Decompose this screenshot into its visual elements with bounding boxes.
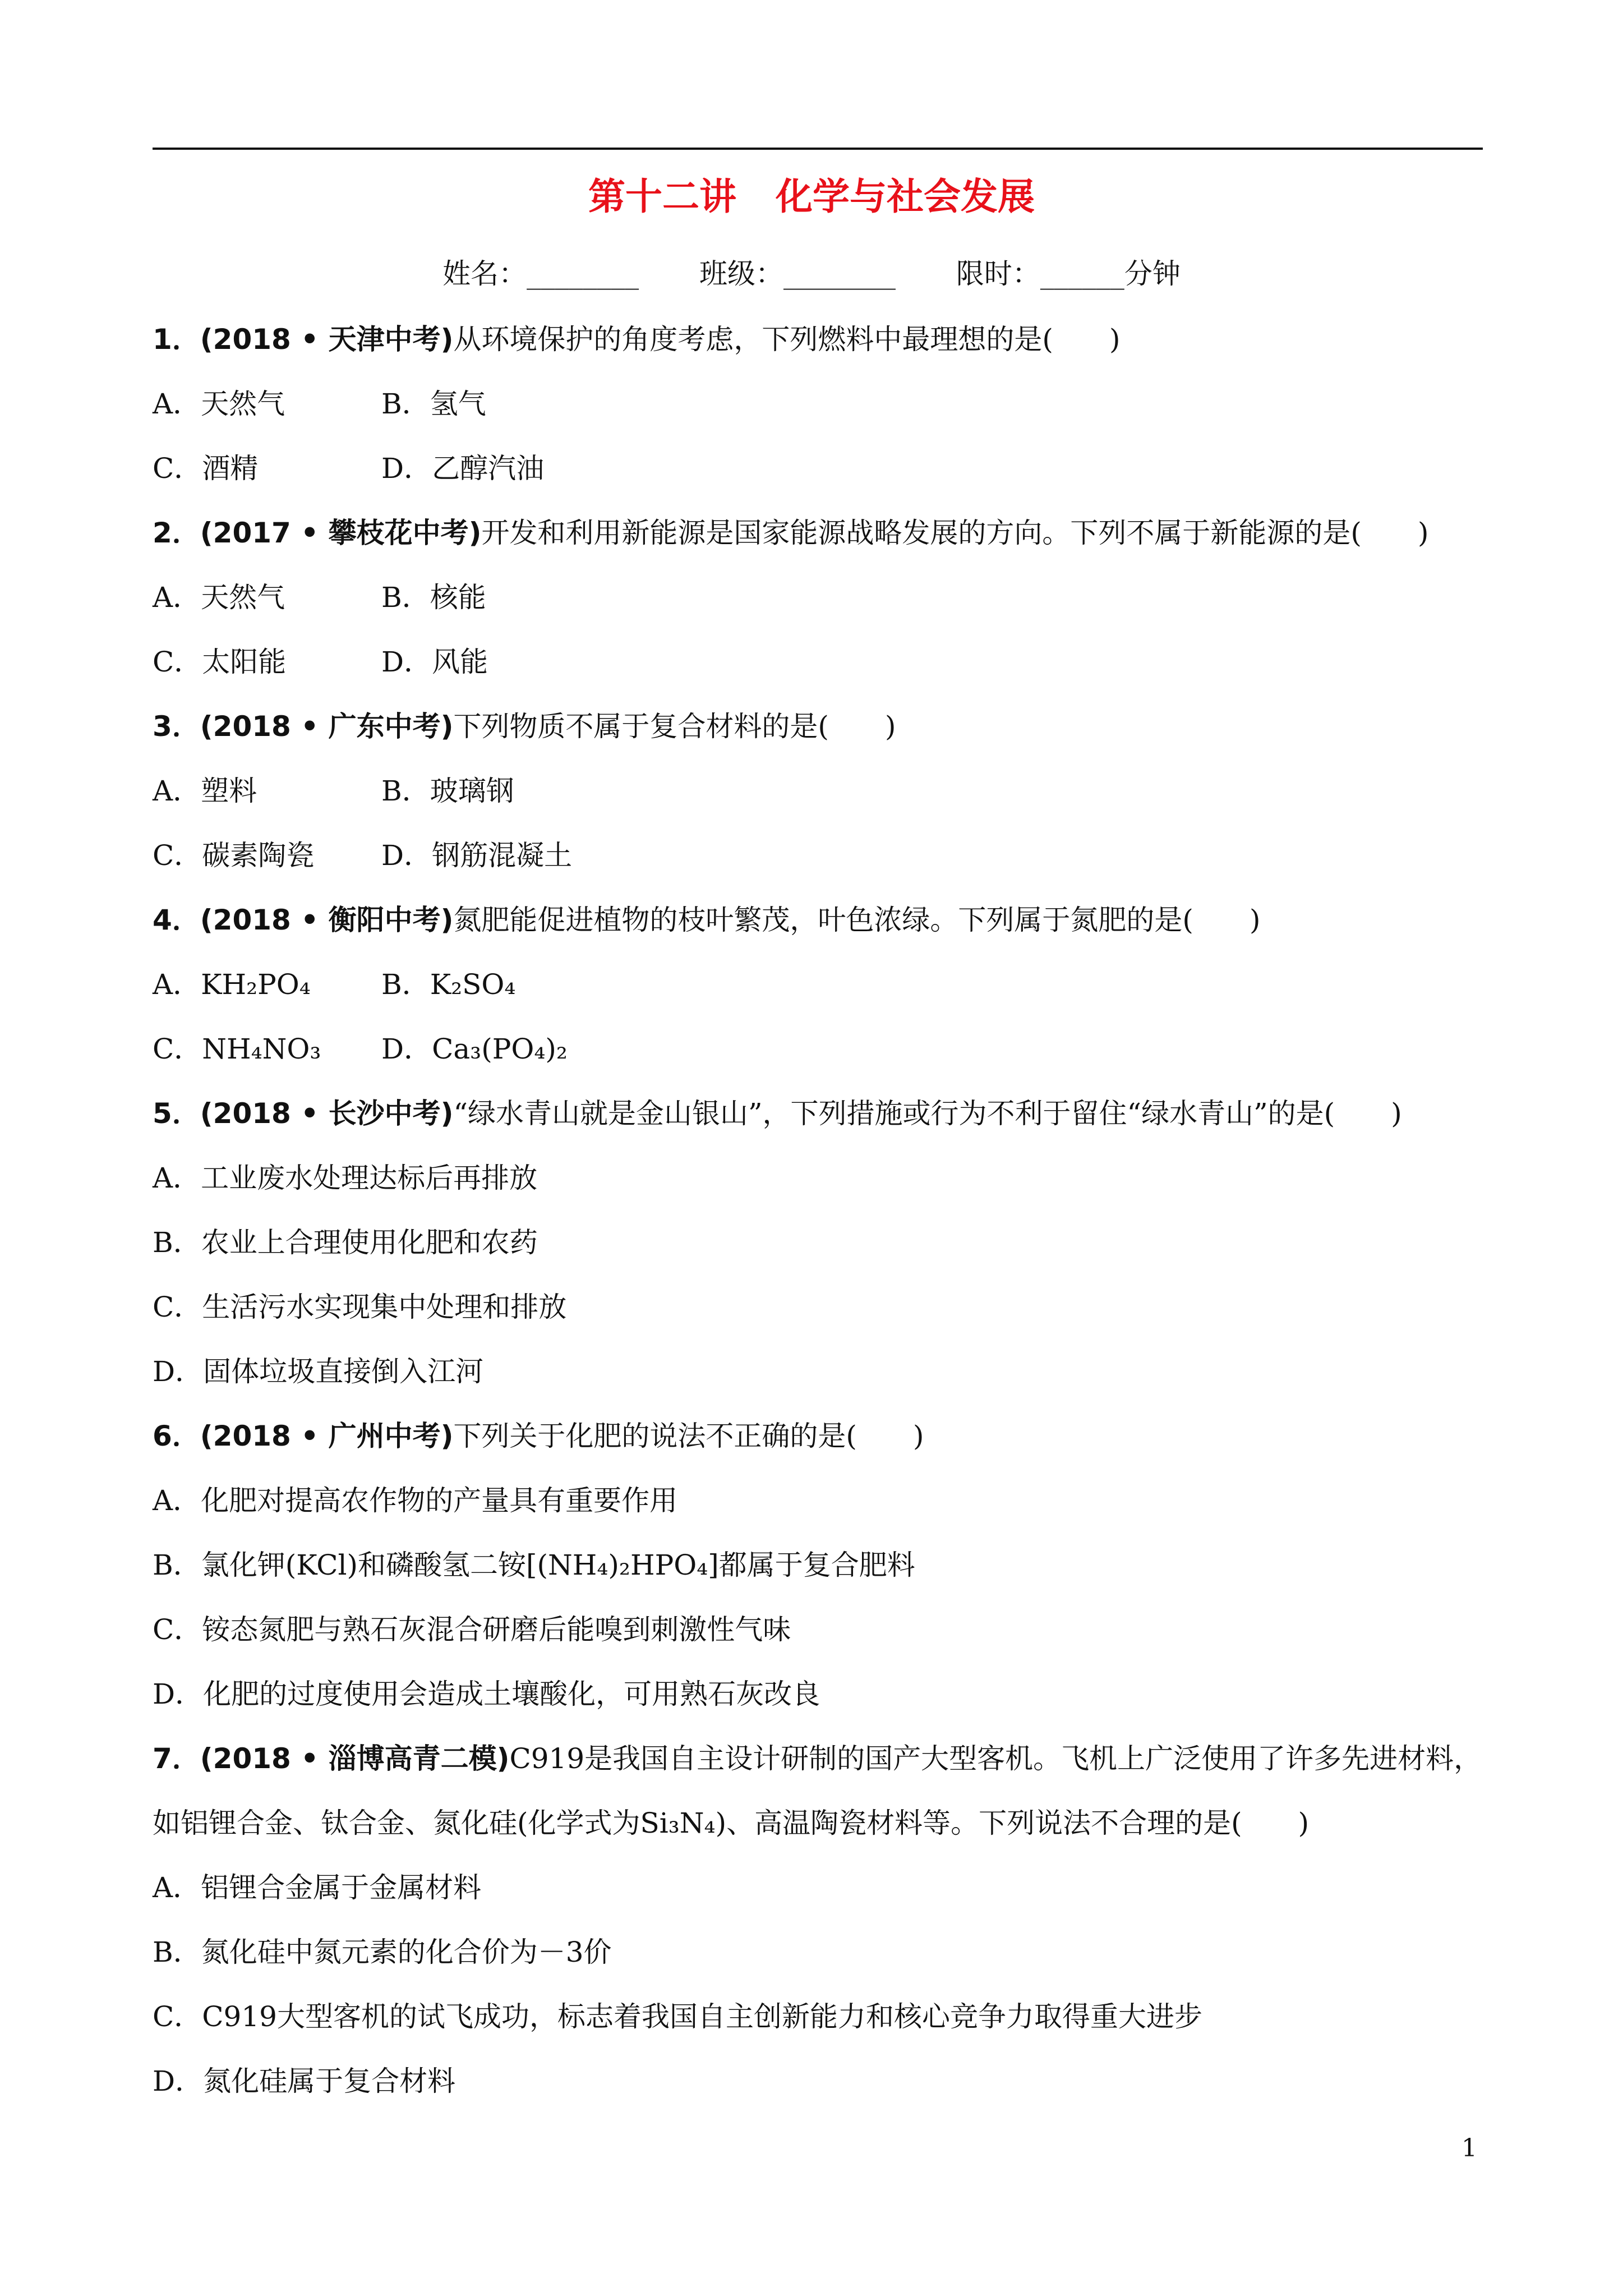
question-4-option-b: B．K₂SO₄: [381, 968, 516, 1001]
question-3-option-d: D．钢筋混凝土: [381, 839, 573, 872]
question-4-option-a: A．KH₂PO₄: [153, 968, 311, 1001]
question-2-option-a: A．天然气: [153, 581, 285, 614]
header-rule: [153, 148, 1483, 150]
question-source: (2018 • 淄博高青二模): [200, 1742, 510, 1775]
question-source: (2018 • 广州中考): [200, 1420, 454, 1452]
question-7-option-c: C．C919大型客机的试飞成功，标志着我国自主创新能力和核心竞争力取得重大进步: [153, 2000, 1202, 2033]
question-2-option-b: B．核能: [381, 581, 486, 614]
question-1-option-d: D．乙醇汽油: [381, 452, 545, 485]
question-2-option-d: D．风能: [381, 646, 488, 678]
title-lecture-number: 第十二讲: [588, 175, 736, 218]
question-1-option-b: B．氢气: [381, 388, 486, 420]
question-5-option-b: B．农业上合理使用化肥和农药: [153, 1226, 538, 1259]
question-3-option-b: B．玻璃钢: [381, 775, 514, 807]
question-7-stem-line-2: 如铝锂合金、钛合金、氮化硅(化学式为Si₃N₄)、高温陶瓷材料等。下列说法不合理的是( ): [153, 1807, 1310, 1839]
question-source: (2018 • 天津中考): [200, 323, 454, 356]
question-number: 7．: [153, 1742, 200, 1775]
question-text: “绿水青山就是金山银山”，下列措施或行为不利于留住“绿水青山”的是( ): [453, 1097, 1402, 1130]
question-source: (2018 • 广东中考): [200, 710, 454, 743]
title-topic: 化学与社会发展: [776, 175, 1035, 218]
question-number: 5．: [153, 1097, 200, 1130]
page-number: 1: [1461, 2134, 1477, 2162]
question-5-stem: [153, 1091, 1498, 1136]
question-4-option-d: D．Ca₃(PO₄)₂: [381, 1033, 568, 1065]
question-7-option-d: D．氮化硅属于复合材料: [153, 2065, 456, 2097]
question-3-option-c: C．碳素陶瓷: [153, 839, 315, 872]
question-5-option-d: D．固体垃圾直接倒入江河: [153, 1355, 484, 1388]
name-field: 姓名：________: [442, 257, 639, 290]
question-source: (2018 • 衡阳中考): [200, 904, 454, 936]
question-2-stem: [153, 510, 1498, 555]
question-5-option-a: A．工业废水处理达标后再排放: [153, 1162, 538, 1194]
question-6-stem: [153, 1414, 1498, 1458]
question-7-stem: [153, 1736, 1498, 1781]
question-text: 开发和利用新能源是国家能源战略发展的方向。下列不属于新能源的是( ): [481, 517, 1429, 549]
question-text: 下列物质不属于复合材料的是( ): [453, 710, 896, 743]
question-number: 3．: [153, 710, 200, 743]
question-7-option-b: B．氮化硅中氮元素的化合价为－3价: [153, 1936, 612, 1968]
question-number: 6．: [153, 1420, 200, 1452]
question-number: 1．: [153, 323, 200, 356]
question-6-option-a: A．化肥对提高农作物的产量具有重要作用: [153, 1484, 678, 1517]
question-1-stem: [153, 317, 1498, 362]
question-4-stem: [153, 898, 1498, 942]
question-6-option-d: D．化肥的过度使用会造成土壤酸化，可用熟石灰改良: [153, 1678, 820, 1710]
question-number: 2．: [153, 517, 200, 549]
question-text: 氮肥能促进植物的枝叶繁茂，叶色浓绿。下列属于氮肥的是( ): [453, 904, 1261, 936]
question-1-option-a: A．天然气: [153, 388, 285, 420]
question-text: C919是我国自主设计研制的国产大型客机。飞机上广泛使用了许多先进材料，: [509, 1742, 1482, 1775]
page-title: [0, 171, 1623, 223]
question-2-option-c: C．太阳能: [153, 646, 287, 678]
question-4-option-c: C．NH₄NO₃: [153, 1033, 321, 1065]
question-text: 从环境保护的角度考虑，下列燃料中最理想的是( ): [453, 323, 1121, 356]
question-7-option-a: A．铝锂合金属于金属材料: [153, 1871, 482, 1904]
class-field: 班级：________: [699, 257, 896, 290]
question-3-stem: [153, 704, 1498, 749]
question-5-option-c: C．生活污水实现集中处理和排放: [153, 1291, 567, 1323]
time-limit-field: 限时：______分钟: [956, 257, 1181, 290]
question-source: (2018 • 长沙中考): [200, 1097, 454, 1130]
student-info-line: [0, 251, 1623, 296]
question-text: 下列关于化肥的说法不正确的是( ): [453, 1420, 924, 1452]
question-3-option-a: A．塑料: [153, 775, 257, 807]
question-number: 4．: [153, 904, 200, 936]
question-6-option-c: C．铵态氮肥与熟石灰混合研磨后能嗅到刺激性气味: [153, 1613, 791, 1646]
question-1-option-c: C．酒精: [153, 452, 259, 485]
question-6-option-b: B．氯化钾(KCl)和磷酸氢二铵[(NH₄)₂HPO₄]都属于复合肥料: [153, 1549, 915, 1581]
question-source: (2017 • 攀枝花中考): [200, 517, 482, 549]
